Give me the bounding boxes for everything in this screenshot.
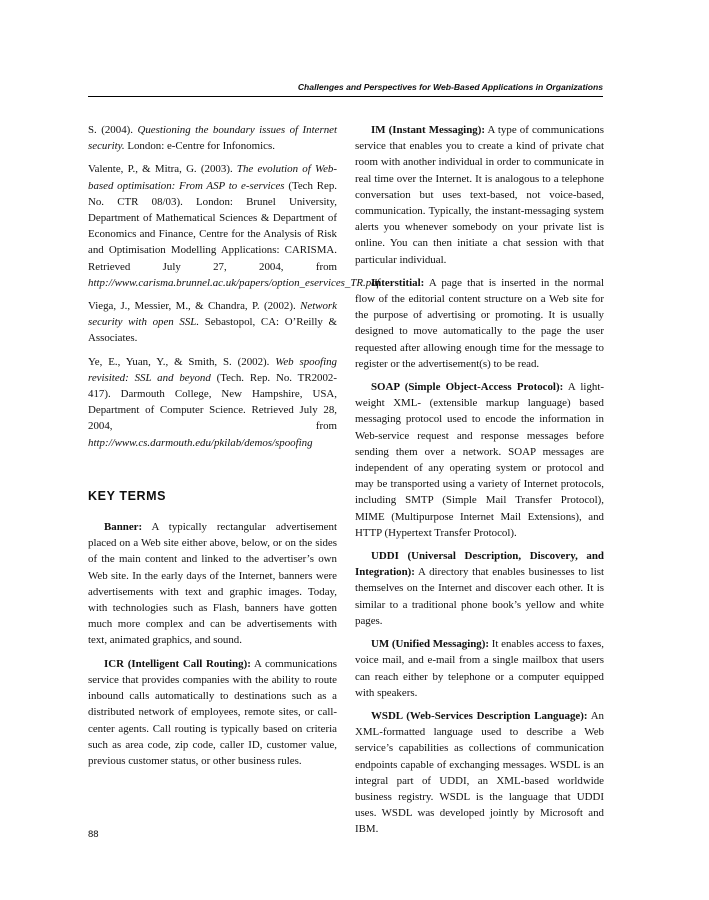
reference-entry: Valente, P., & Mitra, G. (2003). The evolution of Web-based optimisation: From ASP to e-services (Tech Rep. No. CTR 08/03). London: Brunel University, Department of Mathematical Sciences & Department of Economics and Finance, Centre for the Analysis of Risk and Optimisation Modelling Applications: CARISMA. Retrieved July 27, 2004, from http://www.carisma.brunnel.ac.uk/papers/option_eservices_TR.pdf	[88, 163, 380, 289]
running-header	[88, 82, 603, 97]
reference-entry: S. (2004). Questioning the boundary issues of Internet security. London: e-Centre for Infonomics.	[88, 124, 337, 153]
key-term-um: UM (Unified Messaging): It enables access to faxes, voice mail, and e-mail from a single mailbox that users can reach either by telephone or a computer equipped with speakers.	[355, 638, 605, 699]
key-term-im: IM (Instant Messaging): A type of communications service that enables you to create a kind of private chat room with another individual in order to communicate in real time over the Internet. It is analogous to a telephone conversation but uses text-based, not voice-based, communication. Typically, the instant-messaging system alerts you whenever somebody on your private list is online. You can then initiate a chat session with that particular individual.	[355, 124, 604, 266]
key-term-soap: SOAP (Simple Object-Access Protocol): A light-weight XML- (extensible markup language) based messaging protocol used to encode the information in Web-service request and response messages before sending them over a network. SOAP messages are independent of any operating system or protocol and may be transported using a variety of Internet protocols, including SMTP (Simple Mail Transfer Protocol), MIME (Multipurpose Internet Mail Extensions), and HTTP (Hypertext Transfer Protocol).	[355, 381, 605, 539]
reference-entry: Viega, J., Messier, M., & Chandra, P. (2002). Network security with open SSL. Sebastopol, CA: O’Reilly & Associates.	[88, 300, 337, 345]
reference-entry: Ye, E., Yuan, Y., & Smith, S. (2002). Web spoofing revisited: SSL and beyond (Tech. Rep. No. TR2002-417). Darmouth College, New Hampshire, USA, Department of Computer Science. Retrieved July 28, 2004, from http://www.cs.darmouth.edu/pkilab/demos/spoofing	[88, 355, 337, 449]
running-title: Challenges and Perspectives for Web-Based Applications in Organizations	[297, 82, 603, 92]
right-column	[355, 122, 604, 845]
left-column	[88, 122, 380, 776]
page-number: 88	[88, 829, 99, 840]
key-term-banner: Banner: A typically rectangular advertisement placed on a Web site either above, below, or on the sides of the main content and linked to the advertiser’s own Web site. In the early days of the Internet, banners were advertisements with text and graphic images. Today, with technologies such as Flash, banners have gotten much more complex and can be advertisements with text, animated graphics, and sound.	[88, 521, 337, 647]
section-title: KEY TERMS	[88, 488, 167, 503]
key-term-wsdl: WSDL (Web-Services Description Language): An XML-formatted language used to describe a Web service’s capabilities as collections of communication endpoints capable of exchanging messages. WSDL is an integral part of UDDI, an XML-based worldwide business registry. WSDL is the language that UDDI uses. WSDL was developed jointly by Microsoft and IBM.	[355, 709, 605, 836]
key-term-interstitial: Interstitial: A page that is inserted in the normal flow of the editorial content structure on a Web site for the purpose of advertising or promoting. It is usually designed to move automatically to the page the user requested after allowing enough time for the message to register or the advertisement(s) to be read.	[355, 276, 604, 370]
key-term-icr: ICR (Intelligent Call Routing): A communications service that provides companies with the ability to route inbound calls automatically to destinations such as a distributed network of employees, remote sites, or call-center agents. Call routing is typically based on criteria such as area code, zip code, caller ID, customer value, previous customer status, or other business rules.	[88, 657, 338, 767]
reference-url: http://www.cs.darmouth.edu/pkilab/demos/spoofing	[88, 436, 313, 449]
reference-url: http://www.carisma.brunnel.ac.uk/papers/option_eservices_TR.pdf	[88, 276, 380, 289]
key-term-uddi: UDDI (Universal Description, Discovery, and Integration): A directory that enables businesses to list themselves on the Internet and discover each other. It is similar to a traditional phone book’s yellow and white pages.	[355, 550, 604, 627]
